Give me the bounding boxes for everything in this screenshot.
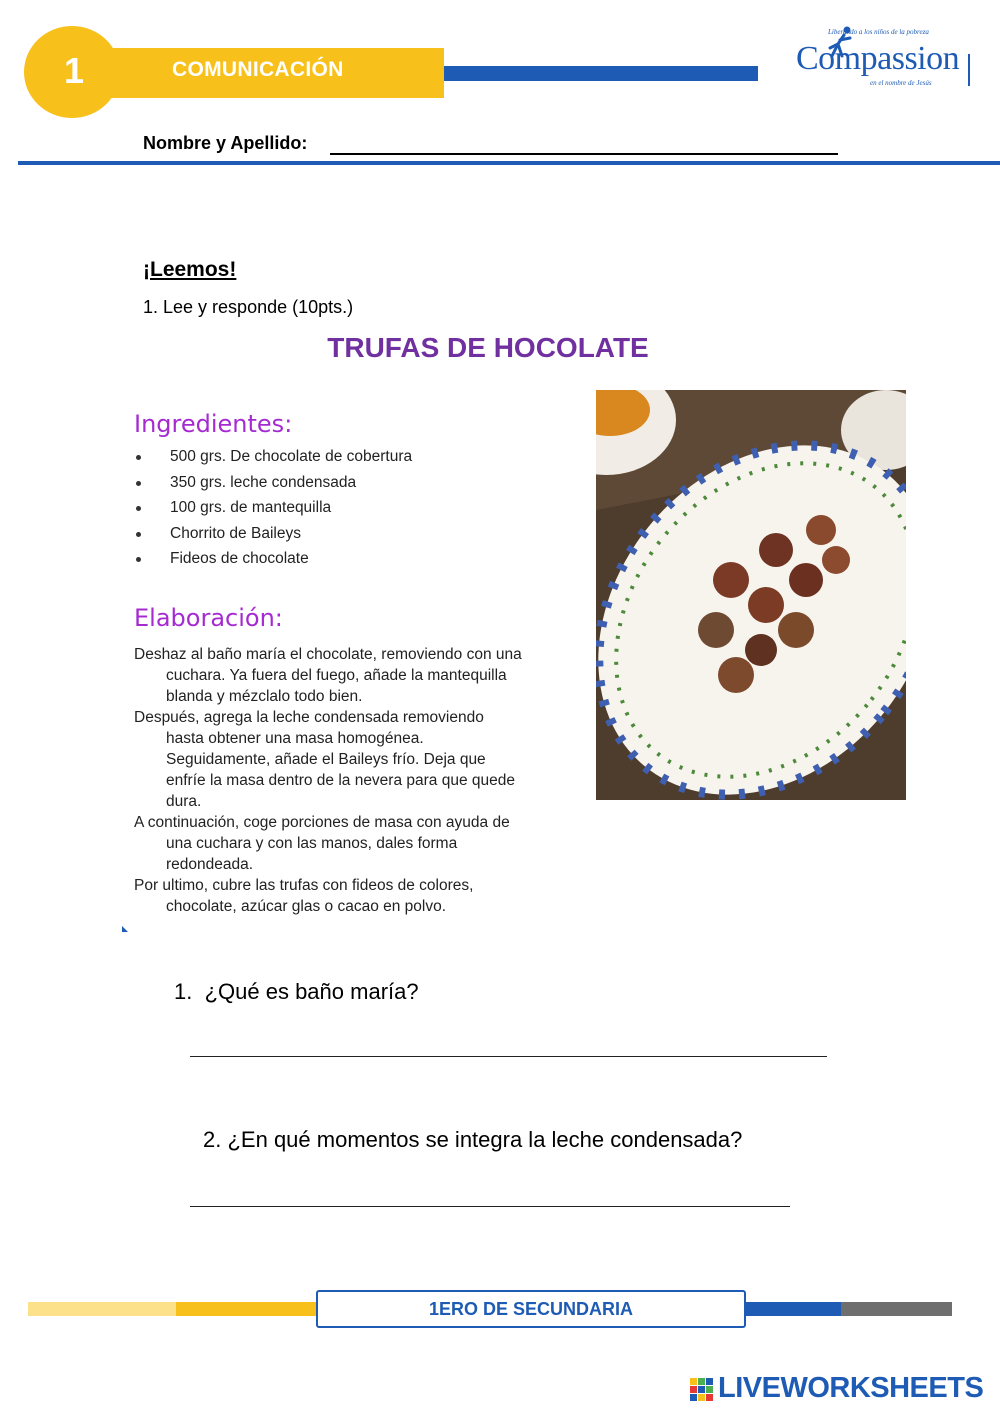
logo-separator: [968, 54, 970, 86]
subject-label: COMUNICACIÓN: [172, 58, 344, 81]
step-paragraph: Deshaz al baño maría el chocolate, removiendo con una cuchara. Ya fuera del fuego, añade la mantequilla blanda y mézclalo todo bien.: [134, 646, 522, 705]
instruction-text: 1. Lee y responde (10pts.): [143, 297, 354, 317]
steps-list: [134, 644, 524, 917]
question-number: 2.: [203, 1127, 222, 1152]
footer-band-yellow: [176, 1302, 320, 1316]
header-divider: [18, 161, 1000, 165]
ingredients-heading: Ingredientes:: [134, 410, 293, 438]
grade-box: [316, 1290, 746, 1328]
unit-number: 1: [63, 50, 85, 91]
liveworksheets-wordmark: LIVEWORKSHEETS: [718, 1372, 984, 1404]
logo-wordmark: Compassion: [796, 40, 960, 77]
truffles-plate-illustration: [596, 390, 906, 800]
ingredient-item: Chorrito de Baileys: [136, 525, 412, 551]
question-2: [203, 1127, 742, 1153]
question-text: ¿En qué momentos se integra la leche condensada?: [227, 1127, 743, 1152]
grade-label: 1ERO DE SECUNDARIA: [428, 1299, 634, 1319]
footer-band-blue: [745, 1302, 841, 1316]
footer-band-light-yellow: [28, 1302, 176, 1316]
logo-tagline-top: Liberando a los niños de la pobreza: [828, 28, 929, 36]
logo-tagline-bottom: en el nombre de Jesús: [870, 79, 932, 87]
name-answer-field[interactable]: [330, 153, 838, 155]
step-paragraph: Después, agrega la leche condensada removiendo hasta obtener una masa homogénea. Seguidamente, añade el Baileys frío. Deja que enfríe la masa dentro de la nevera para que quede dura.: [134, 709, 515, 810]
question-number: 1.: [174, 979, 193, 1004]
header-blue-band: [444, 66, 758, 81]
answer-1-field[interactable]: [190, 1056, 827, 1057]
name-label: Nombre y Apellido:: [143, 133, 308, 153]
subject-banner: [96, 48, 444, 98]
section-title: ¡Leemos!: [143, 258, 237, 281]
truffles-photo: [596, 390, 906, 800]
corner-mark: [122, 926, 128, 932]
ingredient-item: 350 grs. leche condensada: [136, 474, 412, 500]
step-paragraph: Por ultimo, cubre las trufas con fideos de colores, chocolate, azúcar glas o cacao en polvo.: [134, 877, 474, 915]
recipe-card: [122, 398, 522, 938]
recipe-title: TRUFAS DE HOCOLATE: [327, 332, 649, 363]
liveworksheets-logo-icon: [690, 1378, 714, 1402]
footer-band-gray: [841, 1302, 952, 1316]
ingredients-list: [136, 448, 412, 576]
question-1: [174, 979, 419, 1005]
question-text: ¿Qué es baño maría?: [204, 979, 419, 1004]
ingredient-item: Fideos de chocolate: [136, 550, 412, 576]
ingredient-item: 500 grs. De chocolate de cobertura: [136, 448, 412, 474]
compassion-logo: [786, 24, 976, 90]
steps-heading: Elaboración:: [134, 604, 283, 632]
ingredient-item: 100 grs. de mantequilla: [136, 499, 412, 525]
step-paragraph: A continuación, coge porciones de masa con ayuda de una cuchara y con las manos, dales forma redondeada.: [134, 814, 510, 873]
answer-2-field[interactable]: [190, 1206, 790, 1207]
